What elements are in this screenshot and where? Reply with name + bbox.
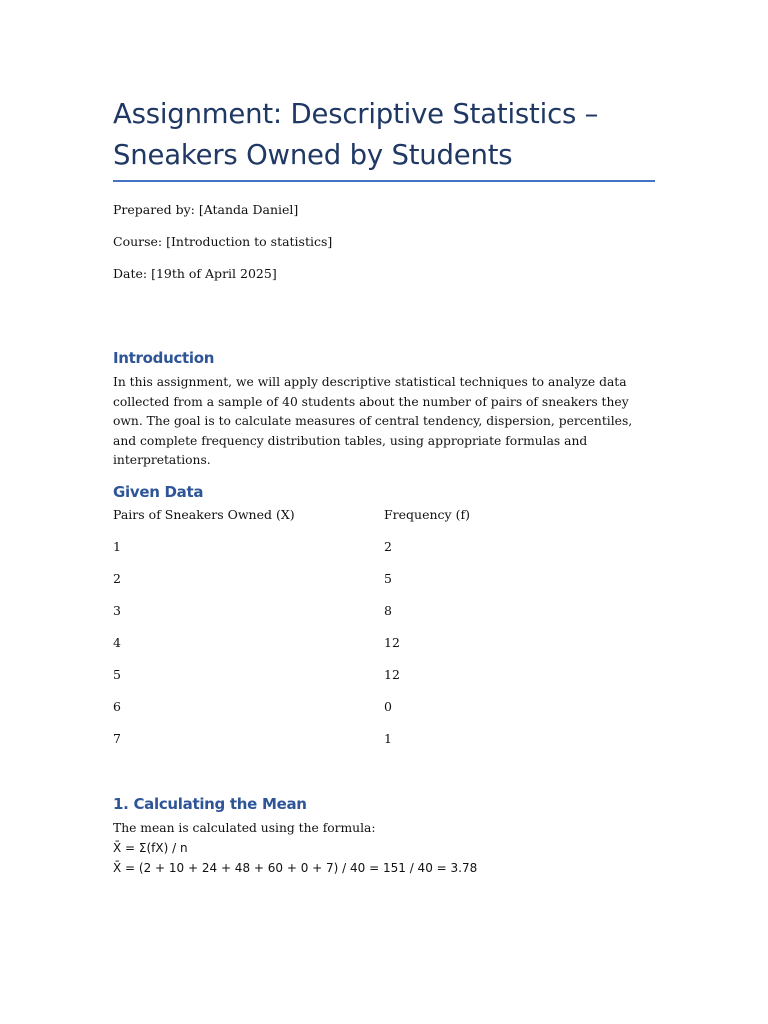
cell-x: 4: [113, 635, 121, 650]
table-row: [113, 729, 655, 761]
mean-heading: 1. Calculating the Mean: [113, 795, 307, 813]
document-title: Assignment: Descriptive Statistics – Sneakers Owned by Students: [113, 98, 599, 171]
table-row: [113, 569, 655, 601]
cell-x: 7: [113, 731, 121, 746]
column-header-x: Pairs of Sneakers Owned (X): [113, 507, 295, 522]
table-row: [113, 697, 655, 729]
cell-x: 6: [113, 699, 121, 714]
introduction-heading: Introduction: [113, 349, 215, 367]
table-row: [113, 601, 655, 633]
introduction-paragraph: In this assignment, we will apply descriptive statistical techniques to analyze data collected from a sample of 40 students about the number of pairs of sneakers they own. The goal is to calculate measures of central tendency, dispersion, percentiles, and complete frequency distribution tables, using appropriate formulas and interpretations.: [113, 375, 633, 467]
table-header-row: [113, 505, 655, 537]
cell-frequency: 12: [384, 635, 400, 650]
date: Date: [19th of April 2025]: [113, 266, 277, 281]
mean-computation: X̄ = (2 + 10 + 24 + 48 + 60 + 0 + 7) / 40 = 151 / 40 = 3.78: [113, 861, 478, 875]
cell-x: 2: [113, 571, 121, 586]
cell-x: 3: [113, 603, 121, 618]
title-underline: [113, 180, 655, 182]
mean-intro-text: The mean is calculated using the formula:: [113, 821, 376, 835]
table-row: [113, 633, 655, 665]
cell-frequency: 5: [384, 571, 392, 586]
prepared-by: Prepared by: [Atanda Daniel]: [113, 202, 299, 217]
cell-frequency: 1: [384, 731, 392, 746]
cell-frequency: 8: [384, 603, 392, 618]
column-header-frequency: Frequency (f): [384, 507, 470, 522]
cell-frequency: 2: [384, 539, 392, 554]
given-data-heading: Given Data: [113, 483, 204, 501]
mean-formula: X̄ = Σ(fX) / n: [113, 841, 188, 855]
course: Course: [Introduction to statistics]: [113, 234, 333, 249]
table-row: [113, 537, 655, 569]
table-row: [113, 665, 655, 697]
cell-x: 1: [113, 539, 121, 554]
mean-formula-block: [113, 818, 655, 878]
cell-x: 5: [113, 667, 121, 682]
cell-frequency: 0: [384, 699, 392, 714]
frequency-table: [113, 505, 655, 761]
cell-frequency: 12: [384, 667, 400, 682]
